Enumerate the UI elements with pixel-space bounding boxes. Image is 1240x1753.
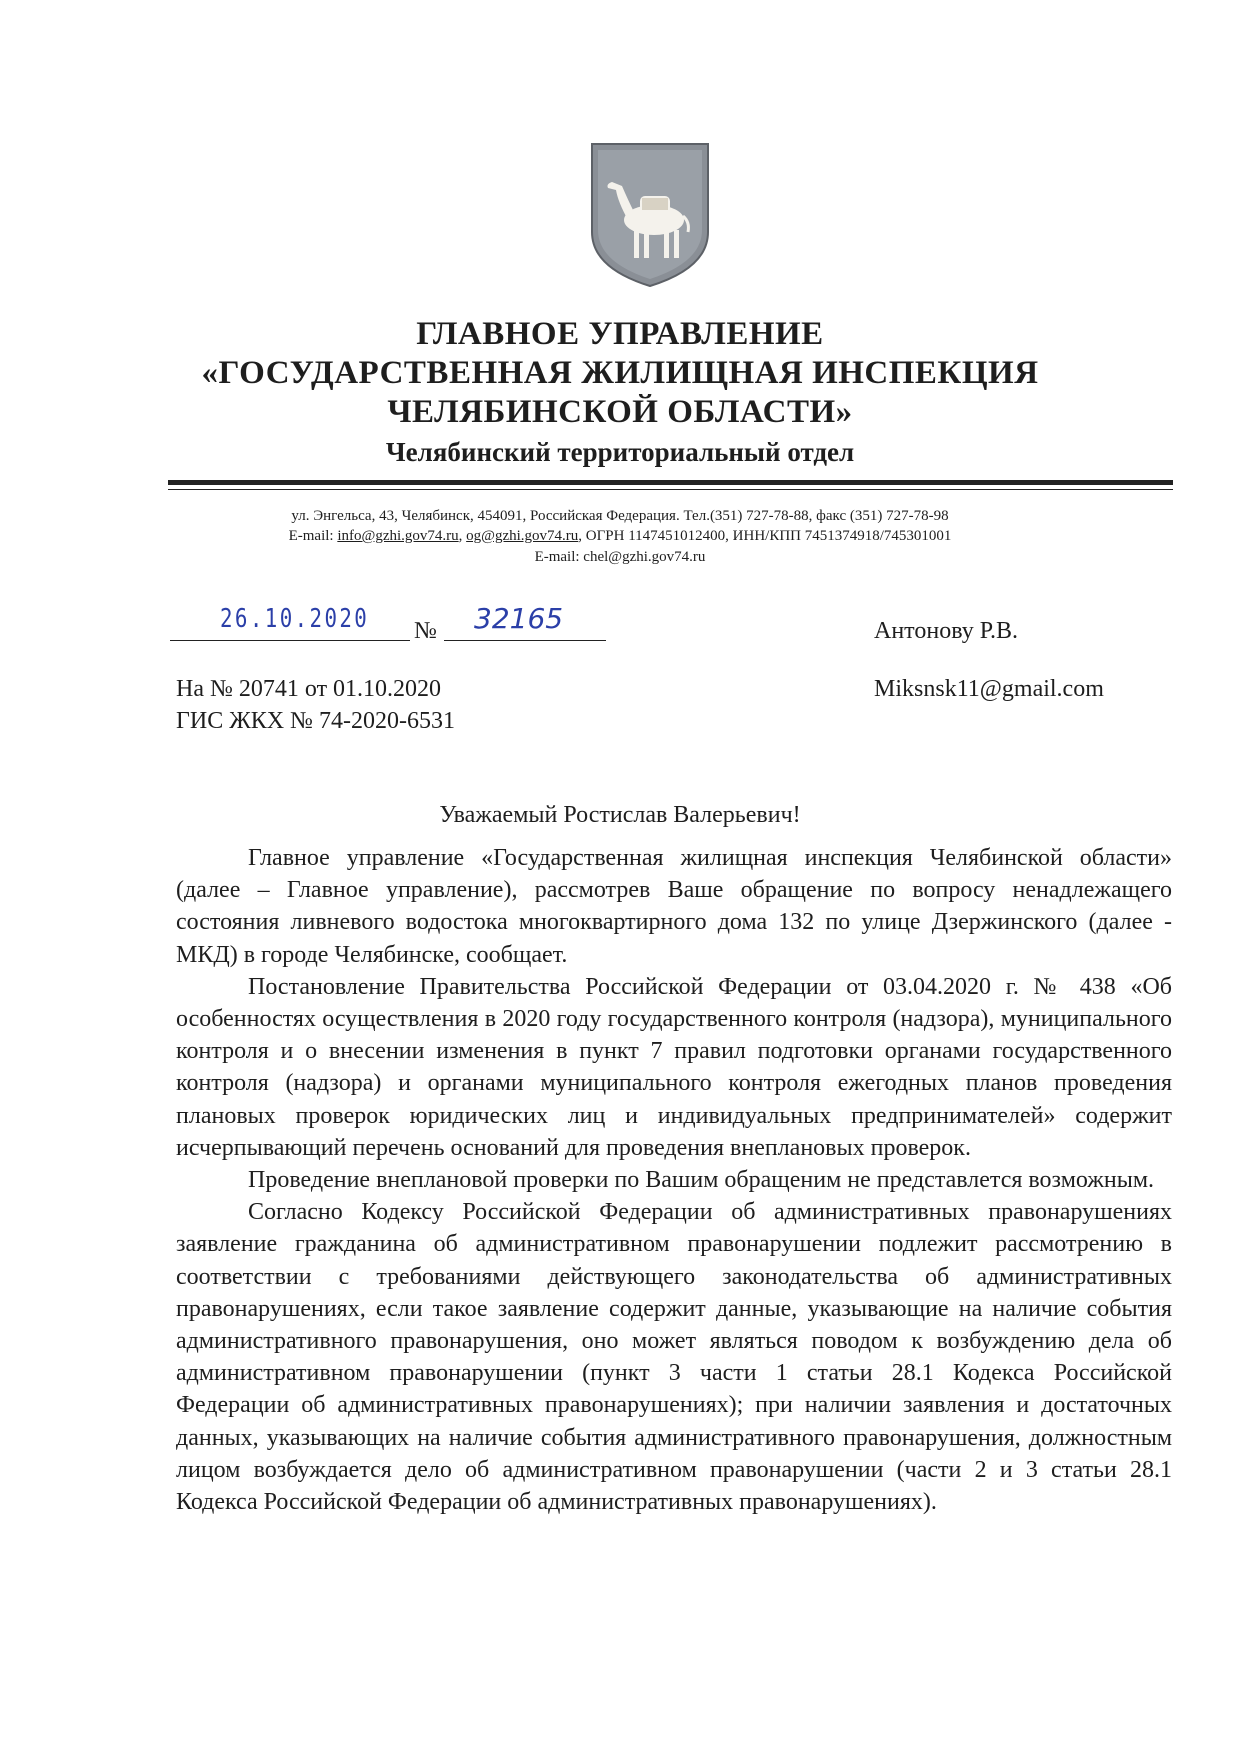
email-separator: , — [458, 528, 467, 544]
org-name-line3: ЧЕЛЯБИНСКОЙ ОБЛАСТИ» — [387, 394, 853, 430]
header-divider-thick — [168, 480, 1173, 485]
letter-paragraph: Проведение внеплановой проверки по Вашим обращеним не представлется возможным. — [248, 1167, 1155, 1194]
letter-paragraph: Постановление Правительства Российской Федерации от 03.04.2020 г. № 438 «Об особенностях осуществления в 2020 году государственного контроля (надзора), муниципального контроля и о внесении изменения в пункт 7 правил подготовки органами государственного контроля (надзора) и органами муниципального контроля ежегодных планов проведения плановых проверок юридических лиц и индивидуальных предпринимателей» содержит исчерпывающий перечень оснований для проведения внеплановых проверок. — [176, 973, 1172, 1161]
outgoing-number-handwritten: 32165 — [474, 602, 564, 635]
reference-gis-number: ГИС ЖКХ № 74-2020-6531 — [176, 708, 455, 734]
email-info-link[interactable]: info@gzhi.gov74.ru — [337, 528, 459, 544]
reference-request-number: На № 20741 от 01.10.2020 — [176, 676, 442, 702]
org-name-line1: ГЛАВНОЕ УПРАВЛЕНИЕ — [416, 316, 824, 352]
outgoing-date-stamp: 26.10.2020 — [220, 604, 370, 634]
contact-address-line: ул. Энгельса, 43, Челябинск, 454091, Российская Федерация. Тел.(351) 727-78-88, факс (351) 727-78-98 — [291, 508, 949, 524]
letter-greeting: Уважаемый Ростислав Валерьевич! — [439, 802, 801, 828]
recipient-email: Miksnsk11@gmail.com — [874, 676, 1104, 702]
email-prefix: E-mail: — [288, 528, 338, 544]
department-name: Челябинский территориальный отдел — [385, 437, 855, 467]
org-name-line2: «ГОСУДАРСТВЕННАЯ ЖИЛИЩНАЯ ИНСПЕКЦИЯ — [201, 355, 1039, 391]
letter-body — [176, 842, 1172, 1518]
letter-paragraph: Согласно Кодексу Российской Федерации об административных правонарушениях заявление гражданина об административном правонарушении подлежит рассмотрению в соответствии с требованиями действующего законодательства об административных правонарушениях, если такое заявление содержит данные, указывающие на наличие события административного правонарушения, оно может являться поводом к возбуждению дела об административном правонарушении (пункт 3 части 1 статьи 28.1 Кодекса Российской Федерации об административных правонарушениях); при наличии заявления и достаточных данных, указывающих на наличие события административного правонарушения, должностным лицом возбуждается дело об административном правонарушении (части 2 и 3 статьи 28.1 Кодекса Российской Федерации об административных правонарушениях). — [176, 1199, 1172, 1516]
email-og-link[interactable]: og@gzhi.gov74.ru — [466, 528, 579, 544]
registry-numbers: , ОГРН 1147451012400, ИНН/КПП 7451374918/745301001 — [578, 528, 952, 544]
recipient-name: Антонову Р.В. — [874, 618, 1019, 644]
header-divider-thin — [168, 489, 1173, 490]
outgoing-date-field — [170, 600, 410, 641]
number-label: № — [414, 618, 437, 644]
contact-email-line — [0, 528, 1240, 545]
contact-department-email: E-mail: chel@gzhi.gov74.ru — [534, 549, 706, 565]
coat-of-arms-camel-icon — [588, 140, 712, 290]
letter-paragraph: Главное управление «Государственная жилищная инспекция Челябинской области» (далее – Главное управление), рассмотрев Ваше обращение по вопросу ненадлежащего состояния ливневого водостока многоквартирного дома 132 по улице Дзержинского (далее - МКД) в городе Челябинске, сообщает. — [176, 845, 1172, 968]
outgoing-number-field — [444, 600, 606, 641]
